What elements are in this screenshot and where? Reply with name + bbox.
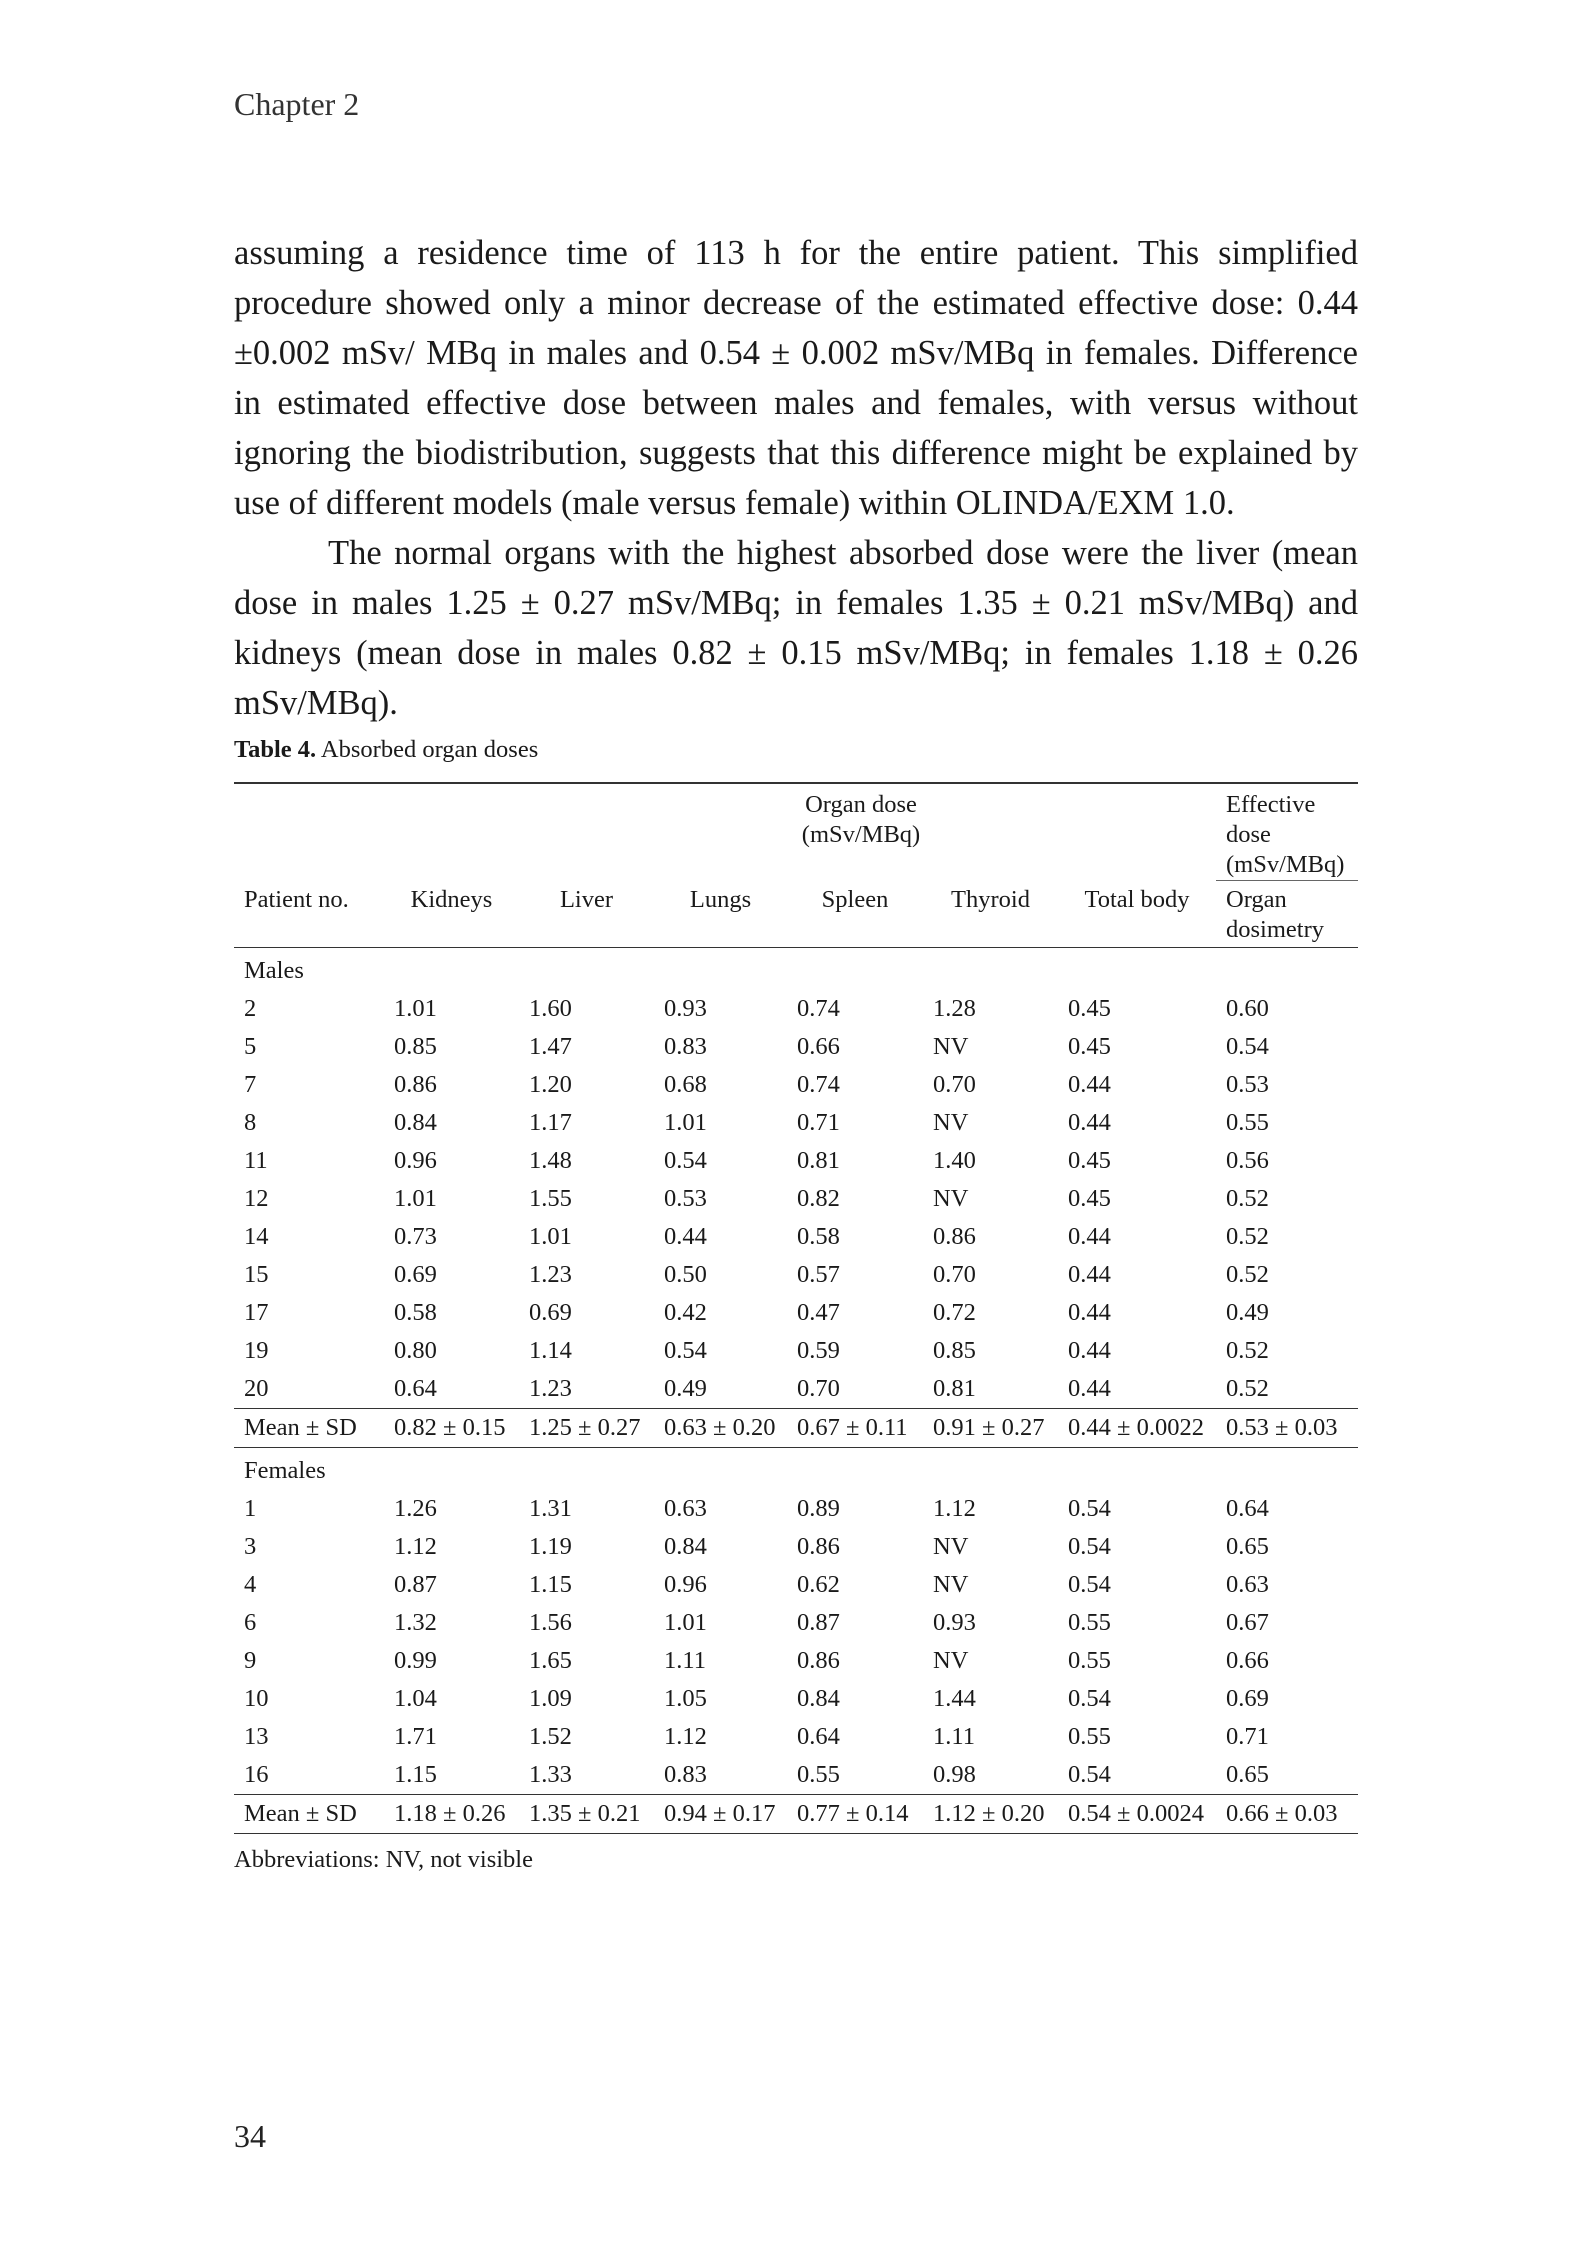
table-section-row: [234, 1448, 1358, 1491]
table-cell: 1.52: [529, 1723, 572, 1750]
table-cell: 0.55: [1068, 1723, 1111, 1750]
table-cell: 0.91 ± 0.27: [923, 1409, 1058, 1448]
table-cell: 12: [244, 1185, 269, 1212]
effective-dose-group-header: Effective dose (mSv/MBq): [1216, 783, 1358, 881]
table-cell: 0.52: [1226, 1375, 1269, 1402]
column-header-kidneys: Kidneys: [384, 881, 519, 948]
table-row: [234, 1756, 1358, 1795]
table-cell: 0.67 ± 0.11: [787, 1409, 923, 1448]
table-cell: 1.18 ± 0.26: [384, 1795, 519, 1834]
table-cell: 0.44: [1068, 1337, 1111, 1364]
table-cell: 1.12: [664, 1723, 707, 1750]
table-cell: 0.64: [797, 1723, 840, 1750]
table-cell: 0.55: [1068, 1647, 1111, 1674]
table-cell: 0.54: [664, 1147, 707, 1174]
column-header-spleen: Spleen: [787, 881, 923, 948]
table-cell: 0.63 ± 0.20: [654, 1409, 787, 1448]
table-cell: 1.25 ± 0.27: [519, 1409, 654, 1448]
table-cell: 1.17: [529, 1109, 572, 1136]
table-column-header-row: [234, 881, 1358, 948]
table-row: [234, 1490, 1358, 1528]
table-cell: 0.72: [933, 1299, 976, 1326]
table-cell: 0.84: [394, 1109, 437, 1136]
table-body: [234, 948, 1358, 1834]
column-header-patient: Patient no.: [234, 881, 384, 948]
table-cell: 1.33: [529, 1761, 572, 1788]
table-cell: NV: [933, 1647, 969, 1674]
table-cell: 5: [244, 1033, 257, 1060]
table-cell: 0.63: [664, 1495, 707, 1522]
table-cell: 1.47: [529, 1033, 572, 1060]
table-cell: 0.54: [1226, 1033, 1269, 1060]
table-cell: 0.44: [1068, 1261, 1111, 1288]
table-cell: 14: [244, 1223, 269, 1250]
table-cell: 3: [244, 1533, 257, 1560]
table-caption: [234, 736, 1358, 764]
table-cell: 16: [244, 1761, 269, 1788]
table-row: [234, 990, 1358, 1028]
column-header-lungs: Lungs: [654, 881, 787, 948]
table-row: [234, 1180, 1358, 1218]
table-cell: 0.82: [797, 1185, 840, 1212]
table-cell: 11: [244, 1147, 268, 1174]
table-cell: 1.20: [529, 1071, 572, 1098]
table-cell: 1.40: [933, 1147, 976, 1174]
table-cell: 0.67: [1226, 1609, 1269, 1636]
table-row: [234, 1332, 1358, 1370]
table-cell: 0.47: [797, 1299, 840, 1326]
table-cell: 1.11: [933, 1723, 975, 1750]
table-row: [234, 1370, 1358, 1409]
table-cell: 0.70: [797, 1375, 840, 1402]
table-cell: 0.87: [797, 1609, 840, 1636]
table-cell: 0.83: [664, 1761, 707, 1788]
table-row: [234, 1104, 1358, 1142]
body-text: [234, 228, 1358, 728]
section-label: Males: [244, 957, 304, 984]
table-cell: 0.58: [797, 1223, 840, 1250]
table-cell: NV: [933, 1533, 969, 1560]
table-cell: 0.86: [797, 1533, 840, 1560]
table-cell: 1.56: [529, 1609, 572, 1636]
table-footnote: Abbreviations: NV, not visible: [234, 1846, 533, 1873]
table-cell: 1.01: [529, 1223, 572, 1250]
table-cell: 1.14: [529, 1337, 572, 1364]
table-cell: 0.66: [1226, 1647, 1269, 1674]
table-cell: 0.45: [1068, 1147, 1111, 1174]
table-cell: 1.28: [933, 995, 976, 1022]
table-cell: NV: [933, 1571, 969, 1598]
table-cell: 0.94 ± 0.17: [654, 1795, 787, 1834]
table-cell: 2: [244, 995, 257, 1022]
table-row: [234, 1066, 1358, 1104]
table-cell: 0.70: [933, 1261, 976, 1288]
table-cell: 0.63: [1226, 1571, 1269, 1598]
table-cell: 0.68: [664, 1071, 707, 1098]
table-cell: 0.54: [664, 1337, 707, 1364]
table-cell: 0.74: [797, 1071, 840, 1098]
table-row: [234, 1142, 1358, 1180]
table-cell: 1.15: [529, 1571, 572, 1598]
table-cell: 0.66: [797, 1033, 840, 1060]
table-cell: 0.83: [664, 1033, 707, 1060]
table-cell: 0.45: [1068, 1033, 1111, 1060]
table-row: [234, 1604, 1358, 1642]
table-mean-row: [234, 1409, 1358, 1448]
table-cell: 0.57: [797, 1261, 840, 1288]
table-cell: 0.64: [394, 1375, 437, 1402]
table-row: [234, 1718, 1358, 1756]
table-cell: 10: [244, 1685, 269, 1712]
table-cell: 1.09: [529, 1685, 572, 1712]
table-cell: 1.01: [664, 1109, 707, 1136]
column-header-organ-dosimetry: Organ dosimetry: [1216, 881, 1358, 948]
table-cell: 17: [244, 1299, 269, 1326]
table-cell: 0.45: [1068, 1185, 1111, 1212]
table-cell: 1.23: [529, 1375, 572, 1402]
table-cell: 0.77 ± 0.14: [787, 1795, 923, 1834]
paragraph: The normal organs with the highest absorbed dose were the liver (mean dose in males 1.25 ± 0.27 mSv/MBq; in females 1.35 ± 0.21 mSv/MBq) and kidneys (mean dose in males 0.82 ± 0.15 mSv/MBq; in females 1.18 ± 0.26 mSv/MBq).: [234, 534, 1358, 722]
table-cell: 1.55: [529, 1185, 572, 1212]
table-cell: 1.31: [529, 1495, 572, 1522]
table-cell: 0.44: [1068, 1223, 1111, 1250]
table-cell: 1.01: [394, 1185, 437, 1212]
table-cell: 0.56: [1226, 1147, 1269, 1174]
table-cell: 0.86: [797, 1647, 840, 1674]
table-cell: 0.87: [394, 1571, 437, 1598]
table-cell: 0.85: [933, 1337, 976, 1364]
table-cell: 0.93: [933, 1609, 976, 1636]
table-cell: 1.15: [394, 1761, 437, 1788]
table-cell: 1.11: [664, 1647, 706, 1674]
table-row: [234, 1642, 1358, 1680]
table-cell: 19: [244, 1337, 269, 1364]
table-cell: 0.55: [1068, 1609, 1111, 1636]
table-cell: NV: [933, 1109, 969, 1136]
table-cell: 0.42: [664, 1299, 707, 1326]
table-cell: 1.35 ± 0.21: [519, 1795, 654, 1834]
table-cell: 1.12: [394, 1533, 437, 1560]
table-cell: 0.99: [394, 1647, 437, 1674]
table-cell: 0.55: [1226, 1109, 1269, 1136]
table-cell: 0.54: [1068, 1533, 1111, 1560]
table-cell: 1.12 ± 0.20: [923, 1795, 1058, 1834]
table-cell: 1.23: [529, 1261, 572, 1288]
table-cell: 0.44: [664, 1223, 707, 1250]
table-cell: 0.69: [394, 1261, 437, 1288]
absorbed-organ-doses-table-block: [234, 736, 1358, 1874]
table-cell: 8: [244, 1109, 257, 1136]
table-cell: 0.50: [664, 1261, 707, 1288]
table-cell: 20: [244, 1375, 269, 1402]
section-label: Females: [244, 1457, 326, 1484]
table-cell: 0.52: [1226, 1261, 1269, 1288]
table-row: [234, 1566, 1358, 1604]
table-cell: 0.81: [797, 1147, 840, 1174]
table-caption-text: Absorbed organ doses: [316, 736, 539, 763]
table-cell: 0.44: [1068, 1071, 1111, 1098]
table-cell: 0.65: [1226, 1533, 1269, 1560]
table-cell: 0.64: [1226, 1495, 1269, 1522]
table-cell: 0.45: [1068, 995, 1111, 1022]
table-cell: 0.55: [797, 1761, 840, 1788]
table-cell: 0.96: [664, 1571, 707, 1598]
page-number: 34: [234, 2118, 266, 2154]
table-cell: 1.60: [529, 995, 572, 1022]
table-cell: 0.98: [933, 1761, 976, 1788]
table-cell: 0.62: [797, 1571, 840, 1598]
table-cell: 0.58: [394, 1299, 437, 1326]
table-cell: 1.71: [394, 1723, 437, 1750]
table-cell: 1.01: [394, 995, 437, 1022]
table-cell: 1.44: [933, 1685, 976, 1712]
table-cell: 0.53: [664, 1185, 707, 1212]
table-cell: Mean ± SD: [234, 1409, 384, 1448]
table-cell: 9: [244, 1647, 257, 1674]
table-cell: 0.86: [394, 1071, 437, 1098]
table-cell: 1.32: [394, 1609, 437, 1636]
table-cell: 0.82 ± 0.15: [384, 1409, 519, 1448]
column-header-total-body: Total body: [1058, 881, 1216, 948]
table-cell: 0.81: [933, 1375, 976, 1402]
table-cell: 1.48: [529, 1147, 572, 1174]
table-row: [234, 1256, 1358, 1294]
table-cell: 0.73: [394, 1223, 437, 1250]
table-row: [234, 1528, 1358, 1566]
table-section-row: [234, 948, 1358, 991]
table-cell: 0.52: [1226, 1223, 1269, 1250]
table-cell: 1.12: [933, 1495, 976, 1522]
table-cell: 0.44: [1068, 1299, 1111, 1326]
column-header-thyroid: Thyroid: [923, 881, 1058, 948]
table-cell: 1.05: [664, 1685, 707, 1712]
table-cell: 0.66 ± 0.03: [1216, 1795, 1358, 1834]
table-cell: 0.71: [1226, 1723, 1269, 1750]
table-cell: 0.52: [1226, 1185, 1269, 1212]
table-cell: 0.74: [797, 995, 840, 1022]
table-row: [234, 1680, 1358, 1718]
table-cell: 0.54 ± 0.0024: [1058, 1795, 1216, 1834]
table-row: [234, 1294, 1358, 1332]
table-cell: 0.84: [664, 1533, 707, 1560]
table-cell: 0.69: [1226, 1685, 1269, 1712]
table-cell: 1.26: [394, 1495, 437, 1522]
table-cell: Mean ± SD: [234, 1795, 384, 1834]
table-cell: 0.53 ± 0.03: [1216, 1409, 1358, 1448]
table-cell: 0.59: [797, 1337, 840, 1364]
table-cell: 0.54: [1068, 1685, 1111, 1712]
table-cell: 0.44: [1068, 1109, 1111, 1136]
table-cell: 0.44: [1068, 1375, 1111, 1402]
table-cell: 0.49: [664, 1375, 707, 1402]
table-cell: 0.89: [797, 1495, 840, 1522]
table-cell: 1.04: [394, 1685, 437, 1712]
table-cell: 1.19: [529, 1533, 572, 1560]
table-cell: 0.49: [1226, 1299, 1269, 1326]
table-row: [234, 1028, 1358, 1066]
table-cell: 0.54: [1068, 1571, 1111, 1598]
table-cell: 0.52: [1226, 1337, 1269, 1364]
table-cell: 0.70: [933, 1071, 976, 1098]
table-cell: 6: [244, 1609, 257, 1636]
table-cell: 1: [244, 1495, 257, 1522]
table-cell: 13: [244, 1723, 269, 1750]
running-head: Chapter 2: [234, 86, 360, 122]
table-cell: 1.01: [664, 1609, 707, 1636]
table-cell: NV: [933, 1185, 969, 1212]
column-header-liver: Liver: [519, 881, 654, 948]
table-cell: 0.44 ± 0.0022: [1058, 1409, 1216, 1448]
organ-dose-group-header: Organ dose (mSv/MBq): [654, 783, 1058, 881]
table-cell: 0.84: [797, 1685, 840, 1712]
table-cell: 0.85: [394, 1033, 437, 1060]
table-cell: 0.69: [529, 1299, 572, 1326]
table-mean-row: [234, 1795, 1358, 1834]
table-cell: 15: [244, 1261, 269, 1288]
table-cell: 0.86: [933, 1223, 976, 1250]
table-cell: 4: [244, 1571, 257, 1598]
table-cell: 1.65: [529, 1647, 572, 1674]
table-caption-label: Table 4.: [234, 736, 317, 763]
table-cell: 0.80: [394, 1337, 437, 1364]
table-cell: 0.54: [1068, 1495, 1111, 1522]
table-cell: 0.96: [394, 1147, 437, 1174]
absorbed-organ-doses-table: [234, 782, 1358, 1834]
table-cell: 0.53: [1226, 1071, 1269, 1098]
table-cell: 0.60: [1226, 995, 1269, 1022]
table-group-header-row: [234, 783, 1358, 881]
table-cell: 0.54: [1068, 1761, 1111, 1788]
table-cell: 7: [244, 1071, 257, 1098]
paragraph: assuming a residence time of 113 h for the entire patient. This simplified procedure showed only a minor decrease of the estimated effective dose: 0.44 ±0.002 mSv/ MBq in males and 0.54 ± 0.002 mSv/MBq in females. Difference in estimated effective dose between males and females, with versus without ignoring the biodistribution, suggests that this difference might be explained by use of different models (male versus female) within OLINDA/EXM 1.0.: [234, 234, 1358, 522]
table-cell: 0.93: [664, 995, 707, 1022]
table-row: [234, 1218, 1358, 1256]
table-cell: NV: [933, 1033, 969, 1060]
table-cell: 0.71: [797, 1109, 840, 1136]
table-cell: 0.65: [1226, 1761, 1269, 1788]
